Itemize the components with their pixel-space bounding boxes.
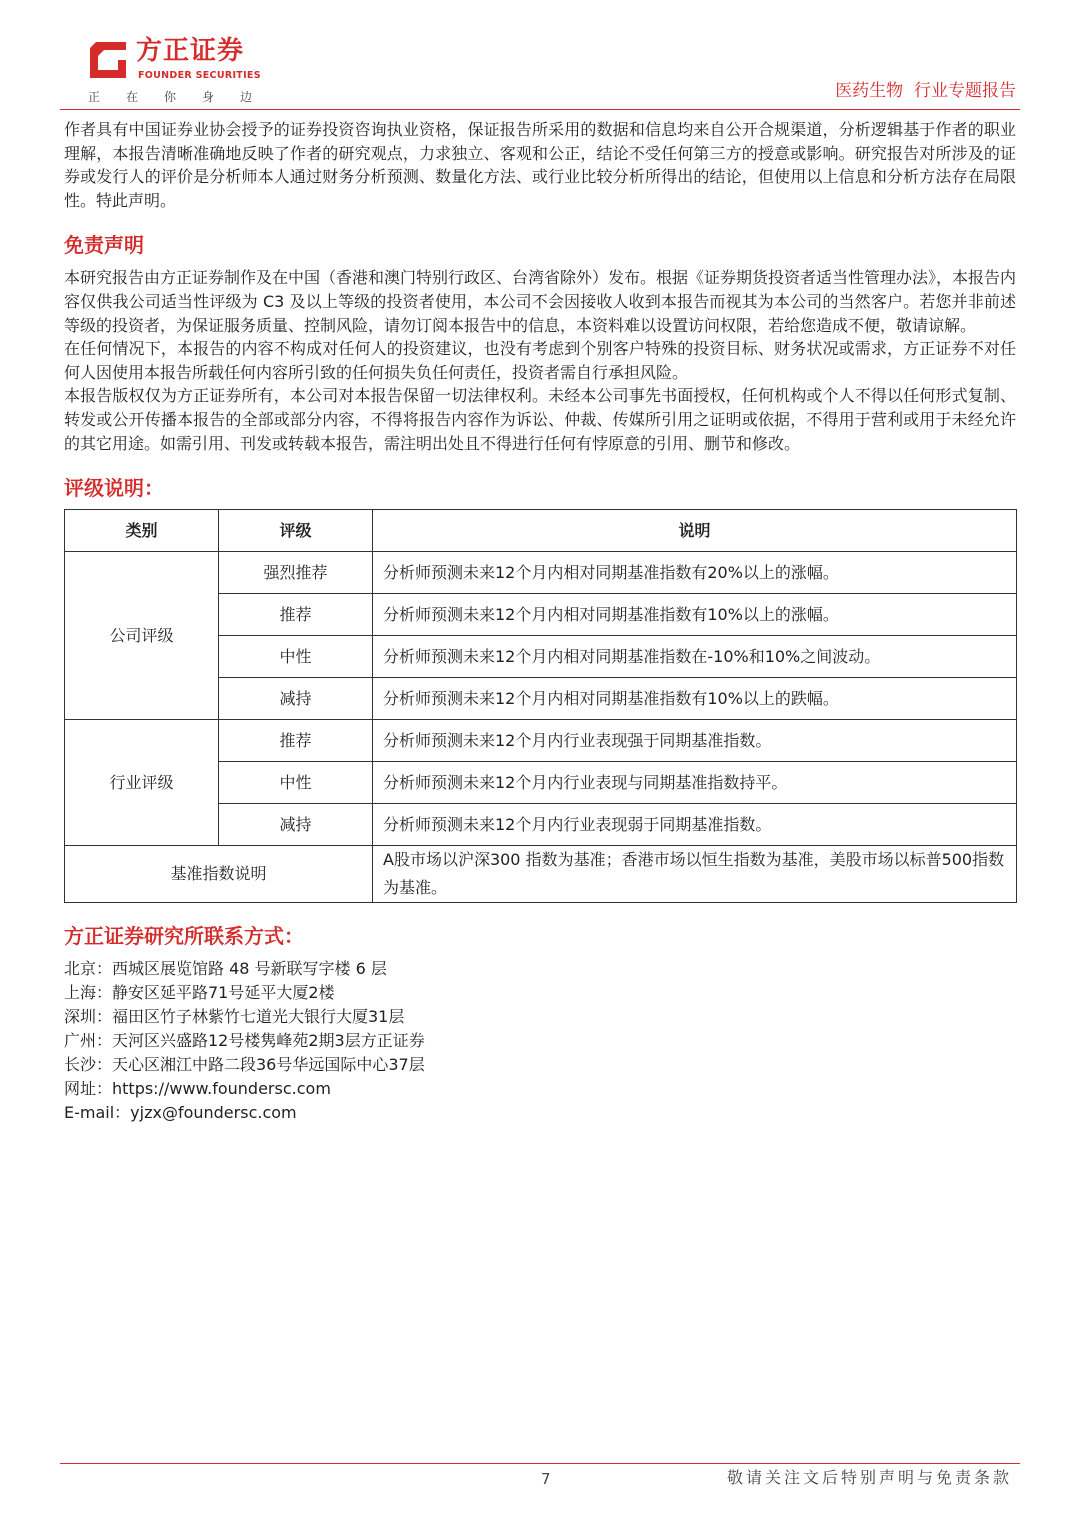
rating-cell: 中性 xyxy=(219,636,373,678)
description-cell: 分析师预测未来12个月内相对同期基准指数有10%以上的跌幅。 xyxy=(373,678,1017,720)
contact-changsha: 长沙：天心区湘江中路二段36号华远国际中心37层 xyxy=(64,1055,425,1075)
disclaimer-paragraph: 在任何情况下，本报告的内容不构成对任何人的投资建议，也没有考虑到个别客户特殊的投资目标、财务状况或需求，方正证券不对任何人因使用本报告所载任何内容所引致的任何损失负任何责任，投资者需自行承担风险。 xyxy=(64,339,1016,382)
rating-cell: 减持 xyxy=(219,678,373,720)
description-cell: 分析师预测未来12个月内相对同期基准指数有10%以上的涨幅。 xyxy=(373,594,1017,636)
contact-guangzhou: 广州：天河区兴盛路12号楼隽峰苑2期3层方正证券 xyxy=(64,1031,425,1051)
category-industry: 行业评级 xyxy=(65,720,219,846)
page-content xyxy=(64,118,1016,1125)
description-cell: 分析师预测未来12个月内行业表现与同期基准指数持平。 xyxy=(373,762,1017,804)
slogan: 正在你身边 xyxy=(88,90,279,104)
table-row xyxy=(65,720,1017,762)
rating-cell: 推荐 xyxy=(219,720,373,762)
company-logo xyxy=(88,36,279,108)
table-row xyxy=(65,846,1017,903)
footer-note: 敬请关注文后特别声明与免责条款 xyxy=(726,1468,1012,1487)
header-rating: 评级 xyxy=(219,510,373,552)
contact-heading: 方正证券研究所联系方式： xyxy=(64,924,304,949)
logo-text-en: FOUNDER SECURITIES xyxy=(138,70,261,81)
contact-shanghai: 上海：静安区延平路71号延平大厦2楼 xyxy=(64,983,335,1003)
rating-cell: 推荐 xyxy=(219,594,373,636)
description-cell: 分析师预测未来12个月内相对同期基准指数有20%以上的涨幅。 xyxy=(373,552,1017,594)
description-cell: 分析师预测未来12个月内相对同期基准指数在-10%和10%之间波动。 xyxy=(373,636,1017,678)
logo-text-cn: 方正证券 xyxy=(136,36,245,66)
rating-cell: 中性 xyxy=(219,762,373,804)
footer-divider xyxy=(60,1463,1020,1464)
description-cell: 分析师预测未来12个月内行业表现强于同期基准指数。 xyxy=(373,720,1017,762)
rating-table xyxy=(64,509,1017,903)
header-description: 说明 xyxy=(373,510,1017,552)
header-divider xyxy=(60,109,1020,110)
category-company: 公司评级 xyxy=(65,552,219,720)
disclaimer-paragraph: 本研究报告由方正证券制作及在中国（香港和澳门特别行政区、台湾省除外）发布。根据《证券期货投资者适当性管理办法》，本报告内容仅供我公司适当性评级为 C3 及以上等级的投资者使用，本公司不会因接收人收到本报告而视其为本公司的当然客户。若您并非前述等级的投资者，为保证服务质量、控制风险，请勿订阅本报告中的信息，本资料难以设置访问权限，若给您造成不便，敬请谅解。 xyxy=(64,268,1017,335)
table-header-row xyxy=(65,510,1017,552)
rating-cell: 减持 xyxy=(219,804,373,846)
page-number: 7 xyxy=(541,1470,551,1488)
benchmark-label: 基准指数说明 xyxy=(65,846,373,903)
disclaimer-body xyxy=(64,266,1016,455)
disclaimer-heading: 免责声明 xyxy=(64,233,144,258)
contact-beijing: 北京：西城区展览馆路 48 号新联写字楼 6 层 xyxy=(64,959,387,979)
contact-shenzhen: 深圳：福田区竹子林紫竹七道光大银行大厦31层 xyxy=(64,1007,405,1027)
rating-cell: 强烈推荐 xyxy=(219,552,373,594)
benchmark-description: A股市场以沪深300 指数为基准；香港市场以恒生指数为基准，美股市场以标普500指数为基准。 xyxy=(373,846,1017,903)
analyst-statement-text: 作者具有中国证券业协会授予的证券投资咨询执业资格，保证报告所采用的数据和信息均来自公开合规渠道，分析逻辑基于作者的职业理解，本报告清晰准确地反映了作者的研究观点，力求独立、客观和公正，结论不受任何第三方的授意或影响。研究报告对所涉及的证券或发行人的评价是分析师本人通过财务分析预测、数量化方法、或行业比较分析所得出的结论，但使用以上信息和分析方法存在局限性。特此声明。 xyxy=(64,120,1016,210)
rating-heading: 评级说明： xyxy=(64,476,164,501)
contact-email[interactable]: E-mail：yjzx@foundersc.com xyxy=(64,1103,297,1123)
description-cell: 分析师预测未来12个月内行业表现弱于同期基准指数。 xyxy=(373,804,1017,846)
logo-mark-icon xyxy=(88,40,128,80)
contact-list xyxy=(64,957,1016,1125)
contact-website[interactable]: 网址：https://www.foundersc.com xyxy=(64,1079,331,1099)
analyst-statement xyxy=(64,118,1016,212)
table-row xyxy=(65,552,1017,594)
disclaimer-paragraph: 本报告版权仅为方正证券所有，本公司对本报告保留一切法律权利。未经本公司事先书面授权，任何机构或个人不得以任何形式复制、转发或公开传播本报告的全部或部分内容，不得将报告内容作为诉讼、仲裁、传媒所引用之证明或依据，不得用于营利或用于未经允许的其它用途。如需引用、刊发或转载本报告，需注明出处且不得进行任何有悖原意的引用、删节和修改。 xyxy=(64,386,1016,453)
header-category: 类别 xyxy=(65,510,219,552)
report-type: 医药生物 行业专题报告 xyxy=(835,81,1016,101)
